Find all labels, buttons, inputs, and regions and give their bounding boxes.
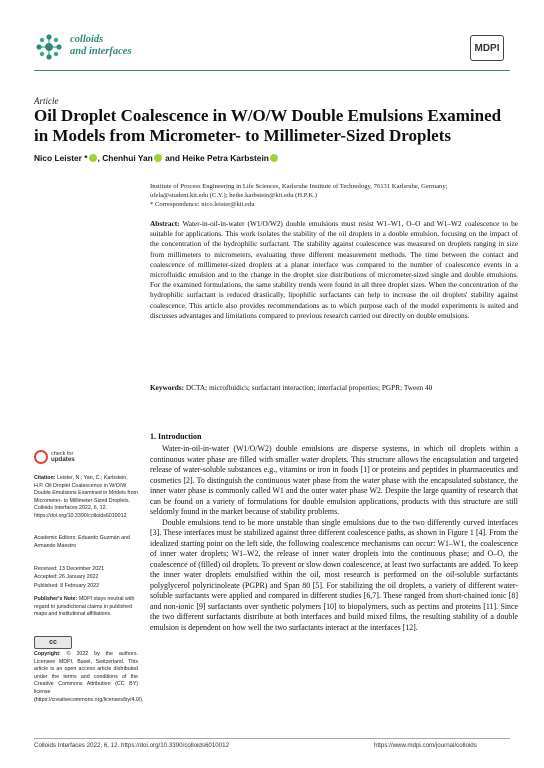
introduction-text xyxy=(150,444,518,633)
publisher-logo xyxy=(470,35,508,65)
accepted-date: Accepted: 26 January 2022 xyxy=(34,574,99,581)
affiliation-line: ufela@student.kit.edu (C.Y.); heike.karbstein@kit.edu (H.P.K.) xyxy=(150,192,317,200)
citation-label: Citation: xyxy=(34,475,56,481)
academic-editors: Academic Editors: Eduardo Guzmán and Armando Maestro xyxy=(34,535,130,549)
journal-logo xyxy=(34,32,64,62)
publisher-note-label: Publisher's Note: xyxy=(34,596,78,602)
article-title: Oil Droplet Coalescence in W/O/W Double Emulsions Examined in Models from Micrometer- to Millimeter-Sized Droplets xyxy=(34,106,502,145)
author-name[interactable]: Heike Petra Karbstein xyxy=(182,153,269,163)
check-updates-icon xyxy=(34,450,48,464)
paragraph: Water-in-oil-in-water (W1/O/W2) double emulsions are disperse systems, in which oil droplets within a continuous water phase are filled with smaller water droplets. This structure allows the encapsulation and targeted release of water-soluble substances e.g., vitamins or iron in foods [1] or proteins and peptides in pharmaceutics and cosmetics [2]. To distinguish the continuous water phase from the water phase with the encapsulated substance, the inner water phase is commonly called W1 and the outer water phase W2. Despite the large quantity of research that can be found on a variety of formulations for double emulsion applications, products with this structure are still seldomly found in the market because of stability problems. xyxy=(150,444,518,516)
mdpi-logo-text: MDPI xyxy=(470,35,504,61)
footer-divider xyxy=(34,738,510,739)
citation-block xyxy=(34,475,138,521)
affiliation-block xyxy=(150,182,520,210)
author-separator: , xyxy=(97,153,103,163)
received-date: Received: 13 December 2021 xyxy=(34,566,105,572)
copyright-block xyxy=(34,651,144,704)
keywords xyxy=(150,383,518,393)
publication-dates xyxy=(34,565,138,590)
copyright-text: © 2022 by the authors. Licensee MDPI, Basel, Switzerland. This article is an open access article distributed under the terms and conditions of the Creative Commons Attribution (CC BY) license (https://creativecommons.org/licenses/by/4.0/). xyxy=(34,651,144,703)
publisher-note xyxy=(34,596,138,619)
publisher-note-text: MDPI stays neutral with regard to jurisdictional claims in published maps and institutional affiliations. xyxy=(34,596,135,618)
keywords-text: DCTA; microfluidics; surfactant interaction; interfacial properties; PGPR; Tween 40 xyxy=(185,383,433,392)
cc-license-badge[interactable]: cc xyxy=(34,636,72,649)
orcid-icon[interactable] xyxy=(270,154,278,162)
footer-journal-url[interactable]: https://www.mdpi.com/journal/colloids xyxy=(374,742,477,749)
author-list xyxy=(34,153,279,163)
footer-citation: Colloids Interfaces 2022, 6, 12. https://doi.org/10.3390/colloids6010012 xyxy=(34,742,230,749)
journal-name-line1: colloids xyxy=(70,34,104,45)
author-name[interactable]: Chenhui Yan xyxy=(102,153,153,163)
section-heading: 1. Introduction xyxy=(150,432,202,441)
article-type: Article xyxy=(34,96,59,106)
correspondence-line: * Correspondence: nico.leister@kit.edu xyxy=(150,201,255,209)
keywords-label: Keywords: xyxy=(150,383,185,392)
copyright-label: Copyright: xyxy=(34,651,61,657)
orcid-icon[interactable] xyxy=(89,154,97,162)
journal-name xyxy=(70,34,132,58)
abstract xyxy=(150,219,518,321)
check-line1: check for xyxy=(51,451,74,457)
check-line2: updates xyxy=(51,456,75,463)
author-name[interactable]: Nico Leister * xyxy=(34,153,88,163)
molecule-cluster-icon xyxy=(34,32,64,62)
author-separator: and xyxy=(162,153,183,163)
abstract-text: Water-in-oil-in-water (W1/O/W2) double emulsions must resist W1–W1, O–O and W1–W2 coalescence to be suitable for applications. This work isolates the stability of the oil droplets in a double emulsion, focusing on the impact of the concentration of the hydrophilic surfactant. The stability against coalescence was measured on droplets ranging in size from millimeters to micrometers, evaluating three different measurement methods. The time between the contact and coalescence of millimeter-sized droplets at a planar interface was compared to the number of coalescence events in a microfluidic emulsion and to the change in the droplet size distributions of micrometer-sized single and double emulsions. For the examined formulations, the same stability trends were found in all three droplet sizes. When the concentration of the hydrophilic surfactant is reduced drastically, lipophilic surfactants can help to increase the oil droplets' stability against coalescence. This article also provides recommendations as to which purpose each of the model experiments is suited and discusses advantages and limitations compared to previous research carried out directly on double emulsions. xyxy=(150,219,518,320)
affiliation-line: Institute of Process Engineering in Life Sciences, Karlsruhe Institute of Technology, 76131 Karlsruhe, Germany; xyxy=(150,183,448,190)
journal-name-line2: and interfaces xyxy=(70,46,132,57)
header-divider xyxy=(34,70,510,71)
paragraph: Double emulsions tend to be more unstable than single emulsions due to the two differently curved interfaces [3]. These interfaces must be stabilized against three different coalescence paths, as shown in Figure 1 [4]. From the idealized starting point on the left side, the following coalescence mechanisms can occur: W1–W1, the coalescence of inner water droplets; W1–W2, the release of inner water droplets into the continuous phase; and O–O, the coalescence of (filled) oil droplets. To prevent or slow down coalescence, at least two surfactants are added. To keep the inner water droplets emulsified within the oil, most research is performed on the oil-soluble surfactants polyglycerol polyricinoleate (PGPR) and Span 80 [5]. For stabilizing the oil droplets, a variety of different water-soluble surfactants were applied and compared in different studies [6,7]. These ranged from short-chained ionic [8] and non-ionic [9] surfactants over synthetic polymers [10] to biopolymers, such as pectins and proteins [11]. Since the two different surfactants distribute at both interfaces and build mixed films, the resulting stability of a double emulsion is dependent on how well the two surfactants interact at the interfaces [12]. xyxy=(150,517,518,632)
citation-text: Leister, N.; Yan, C.; Karbstein, H.P. Oil Droplet Coalescence in W/O/W Double Emulsions Examined in Models from Micrometer- to Millimeter-Sized Droplets. Colloids Interfaces 2022, 6, 12. https://doi.org/10.3390/colloids6010012 xyxy=(34,475,138,519)
abstract-label: Abstract: xyxy=(150,219,180,228)
published-date: Published: 8 February 2022 xyxy=(34,582,100,589)
check-for-updates-badge[interactable] xyxy=(34,448,94,470)
orcid-icon[interactable] xyxy=(154,154,162,162)
